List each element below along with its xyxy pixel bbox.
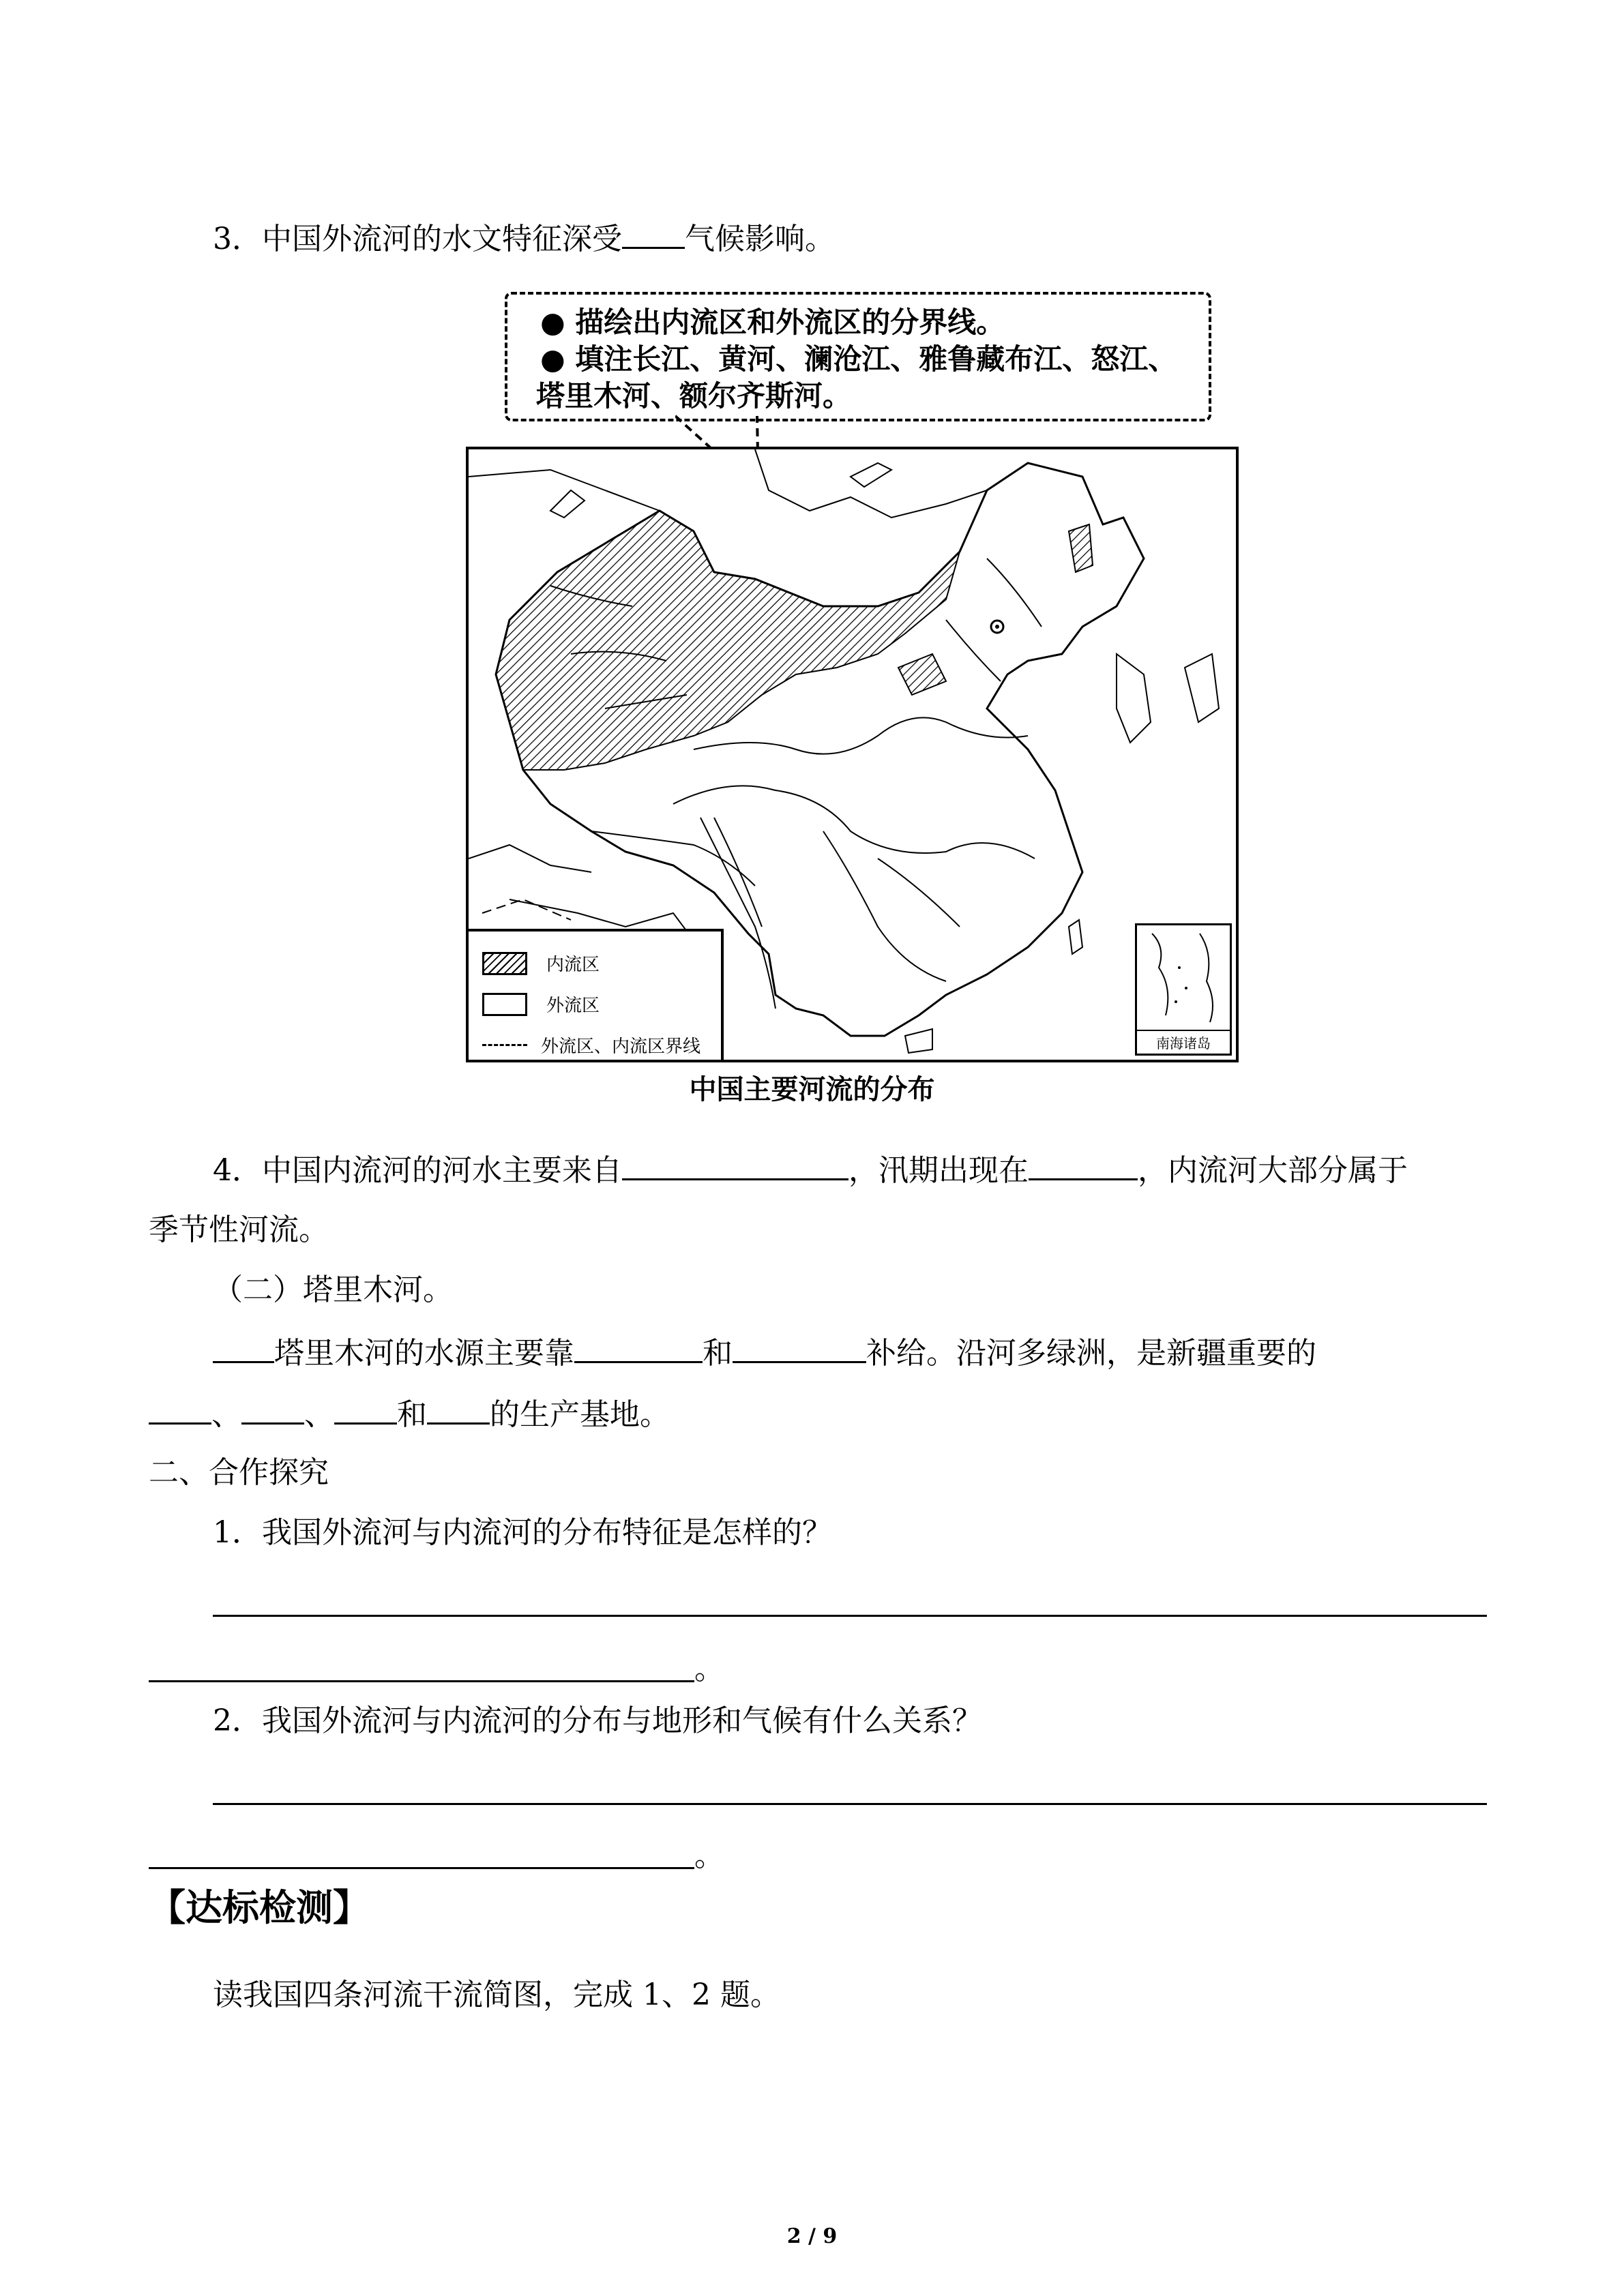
- tarim-sep-1: 、: [211, 1397, 241, 1432]
- tarim-and: 和: [397, 1397, 427, 1432]
- cooperative-question-2: 2．我国外流河与内流河的分布与地形和气候有什么关系？: [213, 1703, 982, 1738]
- answer-blank[interactable]: [149, 1392, 211, 1425]
- dashed-line-icon: [482, 1044, 527, 1046]
- period-mark: 。: [694, 1652, 724, 1686]
- tarim-paragraph-line-2: [149, 1392, 670, 1435]
- answer-blank[interactable]: [733, 1331, 866, 1363]
- part-2-heading: 二、合作探究: [149, 1455, 329, 1490]
- inland-drainage-area: [898, 654, 946, 695]
- answer-blank[interactable]: [213, 1331, 274, 1363]
- tarim-paragraph: [213, 1331, 1316, 1374]
- inset-drawing: [1138, 927, 1227, 1029]
- answer-blank[interactable]: [1029, 1148, 1138, 1180]
- map-instruction-callout: [505, 292, 1211, 421]
- question-3: [213, 217, 835, 260]
- tarim-text-b: 和: [703, 1336, 733, 1371]
- legend-boundary: [482, 1032, 700, 1058]
- answer-blank[interactable]: [622, 217, 685, 249]
- page-number: 2 / 9: [786, 2224, 838, 2248]
- subsection-tarim-heading: （二）塔里木河。: [213, 1272, 453, 1307]
- tarim-end: 的生产基地。: [490, 1397, 670, 1432]
- question-4-part3: ，内流河大部分属于: [1138, 1153, 1408, 1188]
- inset-label: 南海诸岛: [1137, 1030, 1230, 1052]
- dabiao-heading: 【达标检测】: [149, 1886, 370, 1929]
- map-legend: [469, 929, 724, 1062]
- china-rivers-map: [466, 447, 1239, 1062]
- legend-outflow-label: 外流区: [546, 996, 600, 1016]
- answer-blank[interactable]: [241, 1392, 304, 1425]
- dabiao-intro: 读我国四条河流干流简图，完成 1、2 题。: [213, 1978, 780, 2012]
- legend-inland-label: 内流区: [546, 955, 600, 975]
- question-4-part2: ，汛期出现在: [848, 1153, 1029, 1188]
- answer-blank[interactable]: [574, 1331, 703, 1363]
- inland-drainage-area: [496, 511, 960, 770]
- question-3-prefix: 3．中国外流河的水文特征深受: [213, 222, 622, 256]
- answer-blank[interactable]: [427, 1392, 490, 1425]
- legend-inland: [482, 951, 600, 976]
- answer-blank[interactable]: [622, 1148, 848, 1180]
- answer-line[interactable]: [149, 1867, 694, 1869]
- question-3-suffix: 气候影响。: [685, 222, 835, 256]
- blank-swatch-icon: [482, 993, 527, 1016]
- instruction-line-1: ● 描绘出内流区和外流区的分界线。: [540, 305, 1005, 339]
- tarim-sep-2: 、: [304, 1397, 334, 1432]
- south-china-sea-inset: [1135, 923, 1232, 1056]
- tarim-text-c: 补给。沿河多绿洲，是新疆重要的: [866, 1336, 1316, 1371]
- answer-line[interactable]: [213, 1803, 1487, 1805]
- answer-line[interactable]: [213, 1615, 1487, 1617]
- question-4: [213, 1148, 1408, 1191]
- tarim-text-a: 塔里木河的水源主要靠: [274, 1336, 574, 1371]
- question-4-part1: 4．中国内流河的河水主要来自: [213, 1153, 622, 1188]
- answer-line[interactable]: [149, 1680, 694, 1682]
- inland-drainage-area: [1069, 524, 1093, 572]
- period-mark: 。: [694, 1838, 724, 1873]
- hatch-swatch-icon: [482, 952, 527, 975]
- map-caption: 中国主要河流的分布: [689, 1074, 935, 1105]
- legend-outflow: [482, 992, 600, 1017]
- instruction-line-2: ● 填注长江、黄河、澜沧江、雅鲁藏布江、怒江、: [540, 342, 1177, 376]
- instruction-line-3: 塔里木河、额尔齐斯河。: [536, 379, 852, 413]
- cooperative-question-1: 1．我国外流河与内流河的分布特征是怎样的？: [213, 1515, 832, 1550]
- legend-boundary-label: 外流区、内流区界线: [541, 1037, 701, 1057]
- question-4-line-2: 季节性河流。: [149, 1212, 329, 1247]
- answer-blank[interactable]: [334, 1392, 397, 1425]
